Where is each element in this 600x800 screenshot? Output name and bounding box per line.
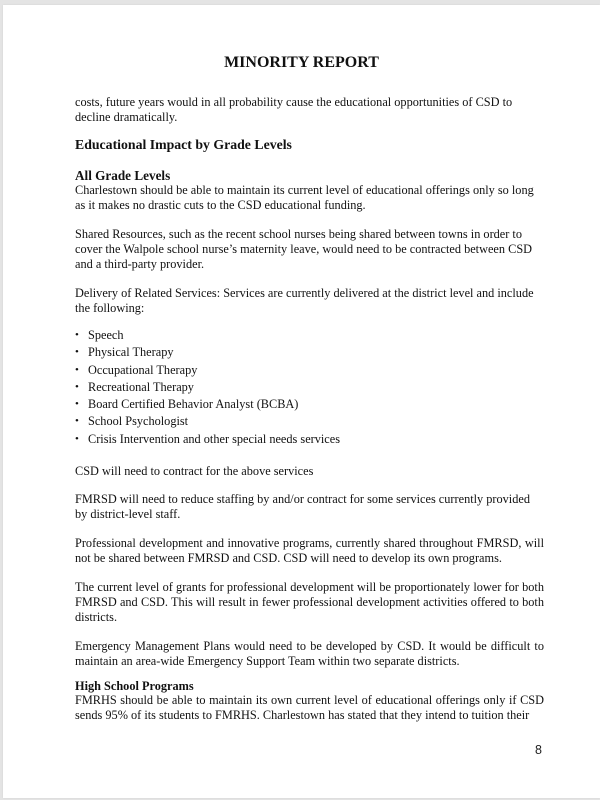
paragraph-professional-development: Professional development and innovative programs, currently shared throughout FMRSD, will not be shared between FMRSD and CSD. CSD will need to develop its own programs. [75,536,544,565]
bullet-icon: • [75,380,79,393]
paragraph-high-school: FMRHS should be able to maintain its own current level of educational offerings only if CSD sends 95% of its students to FMRHS. Charlestown has stated that they intend to tuition their [75,693,544,722]
subsection-heading-high-school: High School Programs [75,679,194,693]
list-item: • Recreational Therapy [75,379,544,396]
paragraph-fmrsd-staffing: FMRSD will need to reduce staffing by and/or contract for some services currently provided by district-level staff. [75,492,530,521]
paragraph-charlestown-offerings: Charlestown should be able to maintain its current level of educational offerings only so long as it makes no drastic cuts to the CSD educational funding. [75,183,534,212]
bullet-icon: • [75,346,79,359]
paragraph-csd-contract: CSD will need to contract for the above services [75,464,314,478]
paragraph-emergency-management: Emergency Management Plans would need to be developed by CSD. It would be difficult to maintain an area-wide Emergency Support Team within two separate districts. [75,639,544,668]
bullet-icon: • [75,329,79,341]
page-title: MINORITY REPORT [224,54,379,71]
list-item: • Board Certified Behavior Analyst (BCBA) [75,396,544,413]
bullet-icon: • [75,415,79,428]
bullet-icon: • [75,432,79,445]
subsection-heading-all-grades: All Grade Levels [75,168,171,183]
paragraph-grants: The current level of grants for professional development will be proportionately lower for both FMRSD and CSD. This will result in fewer professional development activities offered to both districts. [75,580,544,624]
list-item: • Physical Therapy [75,344,544,361]
page-number: 8 [535,743,542,757]
section-heading: Educational Impact by Grade Levels [75,137,292,152]
list-item: • Occupational Therapy [75,362,544,379]
paragraph-related-services: Delivery of Related Services: Services are currently delivered at the district level and include the following: [75,286,534,315]
intro-paragraph: costs, future years would in all probability cause the educational opportunities of CSD to decline dramatically. [75,95,513,124]
paragraph-shared-resources: Shared Resources, such as the recent school nurses being shared between towns in order to cover the Walpole school nurse’s maternity leave, would need to be contracted between CSD and a third-party provider. [75,227,533,271]
list-item: • Crisis Intervention and other special needs services [75,431,544,448]
bullet-icon: • [75,398,79,411]
document-page [3,5,600,798]
list-item: • Speech [75,327,544,344]
list-item: • School Psychologist [75,413,544,430]
bullet-icon: • [75,363,79,376]
services-list [75,327,544,448]
